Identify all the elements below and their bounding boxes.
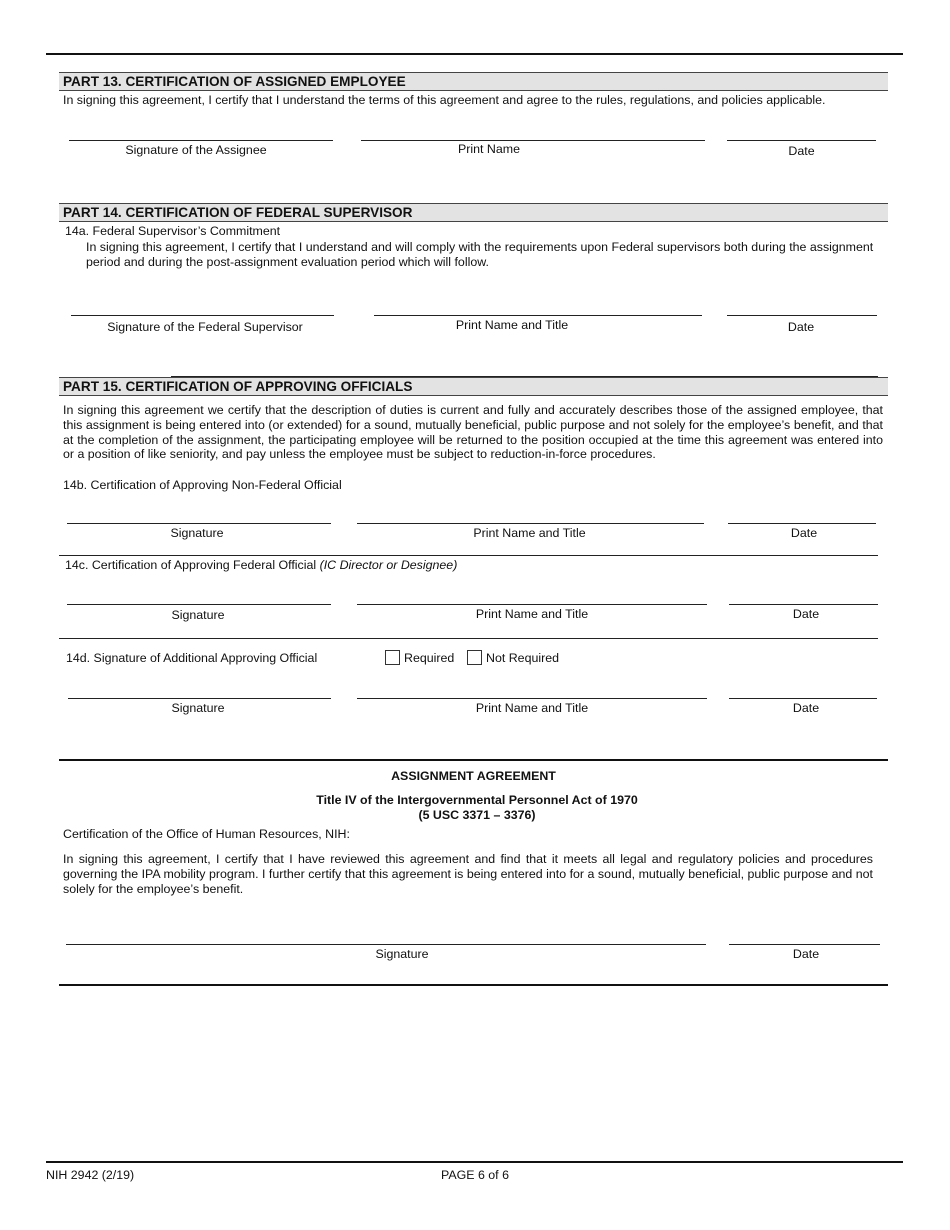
part13-header: PART 13. CERTIFICATION OF ASSIGNED EMPLOYEE (59, 72, 888, 91)
nonfederal-signature-label: Signature (170, 526, 224, 540)
additional-name-line[interactable] (357, 698, 707, 699)
agreement-subtitle-2: (5 USC 3371 – 3376) (418, 808, 536, 822)
nonfederal-date-label: Date (790, 526, 818, 540)
supervisor-date-label: Date (787, 320, 815, 334)
nonfederal-date-line[interactable] (728, 523, 876, 524)
ohr-statement: In signing this agreement, I certify that I have reviewed this agreement and find that it meets all legal and regulatory policies and procedures governing the IPA mobility program. I further certify that this agreement is being entered into for a sound, mutually beneficial, public purpose and not solely for the employee’s benefit. (63, 852, 873, 896)
form-id: NIH 2942 (2/19) (46, 1168, 135, 1182)
federal-date-label: Date (792, 607, 820, 621)
agreement-title: ASSIGNMENT AGREEMENT (391, 769, 556, 783)
supervisor-signature-line[interactable] (71, 315, 334, 316)
additional-date-label: Date (792, 701, 820, 715)
ohr-signature-label: Signature (375, 947, 429, 961)
not-required-checkbox-label: Not Required (486, 651, 560, 665)
part14-statement: In signing this agreement, I certify that I understand and will comply with the requirements upon Federal supervisors both during the assignment period and during the post-assignment evaluation period which will follow. (86, 240, 874, 269)
assignee-date-line[interactable] (727, 140, 876, 141)
divider-14d (59, 638, 878, 639)
ohr-date-label: Date (792, 947, 820, 961)
nonfederal-name-label: Print Name and Title (473, 526, 586, 540)
part13-statement: In signing this agreement, I certify that I understand the terms of this agreement and agree to the rules, regulations, and policies applicable. (63, 93, 826, 107)
federal-name-label: Print Name and Title (475, 607, 589, 621)
ohr-label: Certification of the Office of Human Resources, NIH: (63, 827, 350, 841)
supervisor-name-line[interactable] (374, 315, 702, 316)
federal-date-line[interactable] (729, 604, 878, 605)
nonfederal-name-line[interactable] (357, 523, 704, 524)
part14-header: PART 14. CERTIFICATION OF FEDERAL SUPERVISOR (59, 203, 888, 222)
part15-statement: In signing this agreement we certify that the description of duties is current and fully and accurately describes those of the assigned employee, that this assignment is being entered into (or extended) for a sound, mutually beneficial, public purpose and not solely for the employee’s benefit, and that at the completion of the assignment, the participating employee will be returned to the position occupied at the time this agreement was entered into or a position of like seniority, and pay unless the employee must be subject to reduction-in-force procedures. (63, 403, 883, 462)
part14c-label-italic: (IC Director or Designee) (319, 558, 458, 572)
required-checkbox-label: Required (404, 651, 455, 665)
nonfederal-signature-line[interactable] (67, 523, 331, 524)
assignee-date-label: Date (788, 144, 815, 158)
page-number: PAGE 6 of 6 (441, 1168, 509, 1182)
agreement-bottom-rule (59, 984, 888, 986)
part15-header: PART 15. CERTIFICATION OF APPROVING OFFICIALS (59, 377, 888, 396)
federal-signature-line[interactable] (67, 604, 331, 605)
agreement-subtitle-1: Title IV of the Intergovernmental Personnel Act of 1970 (316, 793, 638, 807)
assignee-name-label: Print Name (458, 142, 520, 156)
required-checkbox[interactable] (385, 650, 400, 665)
assignee-name-line[interactable] (361, 140, 705, 141)
not-required-checkbox[interactable] (467, 650, 482, 665)
part14b-label: 14b. Certification of Approving Non-Federal Official (63, 478, 342, 492)
agreement-top-rule (59, 759, 888, 761)
additional-date-line[interactable] (729, 698, 877, 699)
supervisor-signature-label: Signature of the Federal Supervisor (107, 320, 303, 334)
supervisor-date-line[interactable] (727, 315, 877, 316)
federal-signature-label: Signature (171, 608, 225, 622)
part14d-label: 14d. Signature of Additional Approving Official (66, 651, 318, 665)
part14c-label (65, 558, 457, 572)
additional-signature-line[interactable] (68, 698, 331, 699)
part14c-label-text: 14c. Certification of Approving Federal Official (65, 558, 320, 572)
part14a-label: 14a. Federal Supervisor’s Commitment (65, 224, 281, 238)
federal-name-line[interactable] (357, 604, 707, 605)
additional-name-label: Print Name and Title (475, 701, 589, 715)
assignee-signature-label: Signature of the Assignee (125, 143, 267, 157)
additional-signature-label: Signature (171, 701, 225, 715)
footer-rule (46, 1161, 903, 1163)
ohr-date-line[interactable] (729, 944, 880, 945)
divider-14c (59, 555, 878, 556)
top-rule (46, 53, 903, 55)
supervisor-name-label: Print Name and Title (455, 318, 569, 332)
ohr-signature-line[interactable] (66, 944, 706, 945)
assignee-signature-line[interactable] (69, 140, 333, 141)
